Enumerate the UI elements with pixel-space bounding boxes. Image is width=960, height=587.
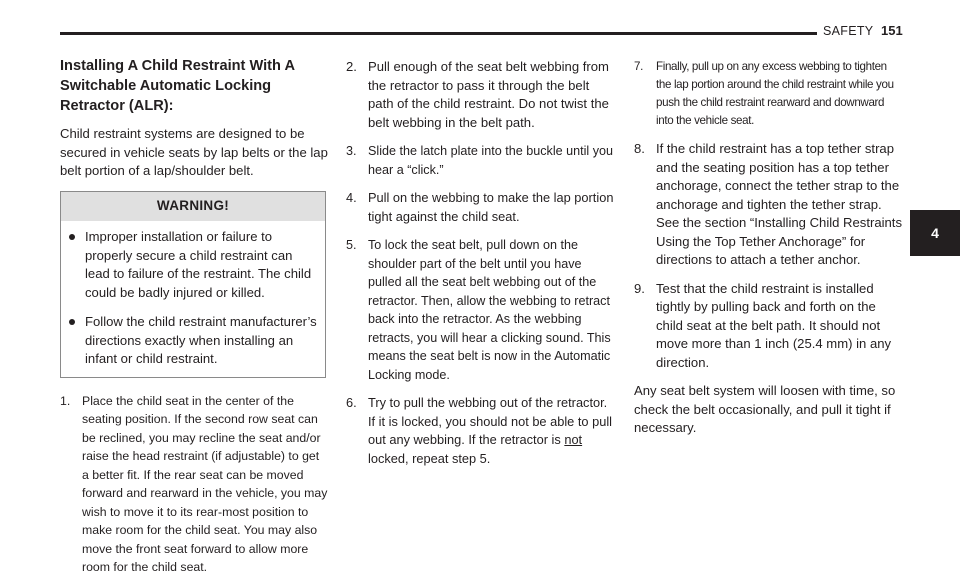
step-text: Pull enough of the seat belt webbing from the retractor to pass it through the belt path of the child restraint. Do not twist the belt webbing in the belt path. [368, 59, 609, 130]
step-text-part: Try to pull the webbing out of the retractor. If it is locked, you should not be able to pull out any webbing. If the retractor is [368, 395, 613, 447]
step-number: 5. [346, 238, 357, 252]
header-rule [60, 32, 817, 35]
step-number: 7. [634, 60, 643, 73]
section-title: SAFETY [823, 24, 874, 38]
page-number: 151 [881, 23, 903, 38]
step-item [346, 394, 616, 468]
step-number: 9. [634, 280, 645, 296]
step-number: 8. [634, 141, 645, 156]
closing-paragraph: Any seat belt system will loosen with time, so check the belt occasionally, and pull it tight if necessary. [634, 383, 896, 435]
column-middle [346, 58, 616, 478]
intro-paragraph: Child restraint systems are designed to be secured in vehicle seats by lap belts or the lap belt portion of a lap/shoulder belt. [60, 126, 328, 178]
step-item [634, 140, 902, 270]
bullet-icon [69, 234, 75, 240]
step-text: Place the child seat in the center of the seating position. If the second row seat can be reclined, you may recline the seat and/or raise the head restraint (if adjustable) to get a better fit. If the rear seat can be moved forward and rearward in the vehicle, you may wish to move it to its rear-most position to make room for the child seat. You may also move the front seat forward to allow more room for the child seat. [82, 393, 328, 574]
column-left [60, 56, 328, 587]
warning-item [69, 313, 317, 369]
step-item [634, 58, 902, 130]
warning-list [61, 221, 325, 377]
bullet-icon [69, 319, 75, 325]
column-right [634, 58, 902, 438]
step-number: 4. [346, 190, 357, 205]
step-number: 3. [346, 144, 357, 158]
step-text: Slide the latch plate into the buckle until you hear a “click.” [368, 144, 614, 177]
warning-item-text: Improper installation or failure to properly secure a child restraint can lead to failure of the restraint. The child could be badly injured or killed. [85, 229, 312, 300]
step-item [346, 58, 616, 132]
chapter-tab: 4 [910, 210, 960, 256]
warning-item-text: Follow the child restraint manufacturer’s directions exactly when installing an infant or child restraint. [85, 314, 317, 366]
warning-item [69, 228, 317, 302]
step-item [346, 189, 616, 226]
warning-title: WARNING! [61, 192, 325, 222]
step-text: If the child restraint has a top tether strap and the seating position has a top tether anchorage, connect the tether strap to the anchorage and tighten the tether strap. See the section “Installing Child Restraints Using the Top Tether Anchorage” for directions to attach a tether anchor. [656, 141, 902, 267]
steps-list [346, 58, 616, 468]
step-text: Pull on the webbing to make the lap portion tight against the child seat. [368, 190, 614, 224]
steps-list [60, 392, 328, 577]
step-text: Finally, pull up on any excess webbing to tighten the lap portion around the child restraint while you push the child restraint rearward and downward into the vehicle seat. [656, 60, 894, 127]
step-number: 6. [346, 395, 357, 410]
step-number: 1. [60, 393, 71, 408]
step-item [346, 142, 616, 179]
step-item [346, 236, 616, 384]
step-text: To lock the seat belt, pull down on the shoulder part of the belt until you have pulled all the seat belt webbing out of the retractor. Then, allow the webbing to retract back into the retractor. As the webbing retracts, you will hear a clicking sound. This means the seat belt is now in the Automatic Locking mode. [368, 238, 611, 382]
step-item [634, 280, 902, 373]
step-text-emphasis: not [564, 432, 583, 447]
warning-box [60, 191, 326, 378]
step-text-part: locked, repeat step 5. [368, 450, 491, 466]
step-item [60, 392, 328, 577]
step-text: Test that the child restraint is installed tightly by pulling back and forth on the child seat at the belt path. It should not move more than 1 inch (25.4 mm) in any direction. [656, 280, 892, 370]
step-text [368, 395, 612, 466]
section-heading: Installing A Child Restraint With A Switchable Automatic Locking Retractor (ALR): [60, 58, 295, 114]
step-number: 2. [346, 59, 357, 74]
steps-list [634, 58, 902, 372]
